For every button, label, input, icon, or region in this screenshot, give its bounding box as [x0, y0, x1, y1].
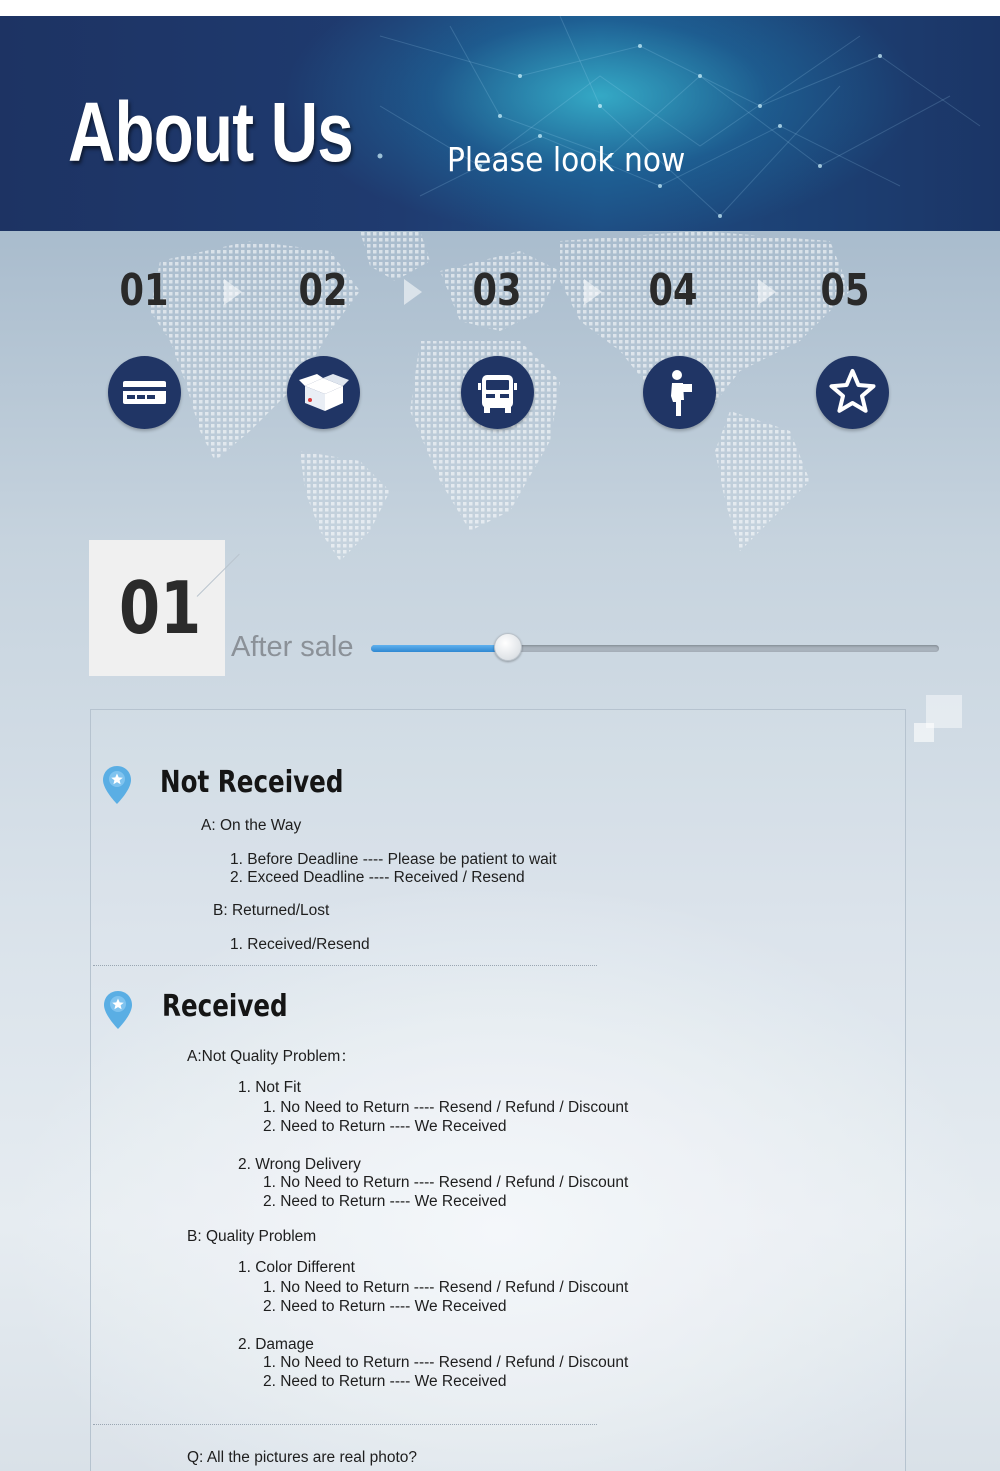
list-item: 1. No Need to Return ---- Resend / Refund / Discount [263, 1279, 629, 1296]
progress-fill [371, 645, 507, 652]
section-divider [93, 1424, 597, 1425]
content-panel [90, 709, 906, 1471]
list-heading: B: Returned/Lost [213, 902, 330, 919]
step-number: 03 [472, 265, 522, 316]
section-title-not-received: Not Received [160, 765, 344, 800]
step-3 [437, 265, 557, 316]
package-box-icon [287, 356, 360, 429]
step-arrow [584, 279, 602, 305]
list-subheading: 2. Damage [238, 1336, 314, 1353]
faq-question: Q: All the pictures are real photo? [187, 1449, 418, 1466]
list-heading: B: Quality Problem [187, 1228, 317, 1245]
list-item: 1. Received/Resend [230, 936, 370, 953]
progress-handle[interactable] [494, 633, 522, 661]
delivery-person-icon [643, 356, 716, 429]
list-item: 2. Exceed Deadline ---- Received / Resend [230, 869, 525, 886]
step-number: 01 [119, 265, 169, 316]
list-subheading: 1. Not Fit [238, 1079, 301, 1096]
location-pin-icon [102, 765, 132, 805]
step-5 [785, 265, 905, 316]
bus-icon [461, 356, 534, 429]
section-number-box [89, 540, 225, 676]
list-item: 2. Need to Return ---- We Received [263, 1118, 507, 1135]
progress-track [371, 645, 939, 652]
step-arrow [224, 279, 242, 305]
list-item: 2. Need to Return ---- We Received [263, 1298, 507, 1315]
list-item: 2. Need to Return ---- We Received [263, 1373, 507, 1390]
list-subheading: 1. Color Different [238, 1259, 355, 1276]
list-subheading: 2. Wrong Delivery [238, 1156, 361, 1173]
step-arrow [404, 279, 422, 305]
section-label: After sale [231, 631, 354, 663]
list-item: 1. No Need to Return ---- Resend / Refund / Discount [263, 1354, 629, 1371]
process-steps [0, 231, 1000, 451]
decorative-square [914, 723, 934, 742]
main-content [0, 231, 1000, 1471]
page-title: About Us [68, 85, 353, 179]
step-2 [263, 265, 383, 316]
section-number: 01 [119, 566, 202, 650]
step-arrow [758, 279, 776, 305]
step-4 [613, 265, 733, 316]
step-1 [84, 265, 204, 316]
location-pin-icon [103, 990, 133, 1030]
step-number: 04 [648, 265, 698, 316]
page-subtitle: Please look now [447, 140, 686, 179]
list-heading: A:Not Quality Problem： [187, 1048, 356, 1065]
section-title-received: Received [162, 989, 288, 1024]
list-item: 1. No Need to Return ---- Resend / Refund / Discount [263, 1099, 629, 1116]
credit-card-icon [108, 356, 181, 429]
list-item: 1. Before Deadline ---- Please be patient to wait [230, 851, 557, 868]
step-number: 02 [298, 265, 348, 316]
list-item: 1. No Need to Return ---- Resend / Refund / Discount [263, 1174, 629, 1191]
step-number: 05 [820, 265, 870, 316]
list-heading: A: On the Way [201, 817, 302, 834]
star-icon [816, 356, 889, 429]
section-divider [93, 965, 597, 966]
list-item: 2. Need to Return ---- We Received [263, 1193, 507, 1210]
header-banner [0, 16, 1000, 231]
